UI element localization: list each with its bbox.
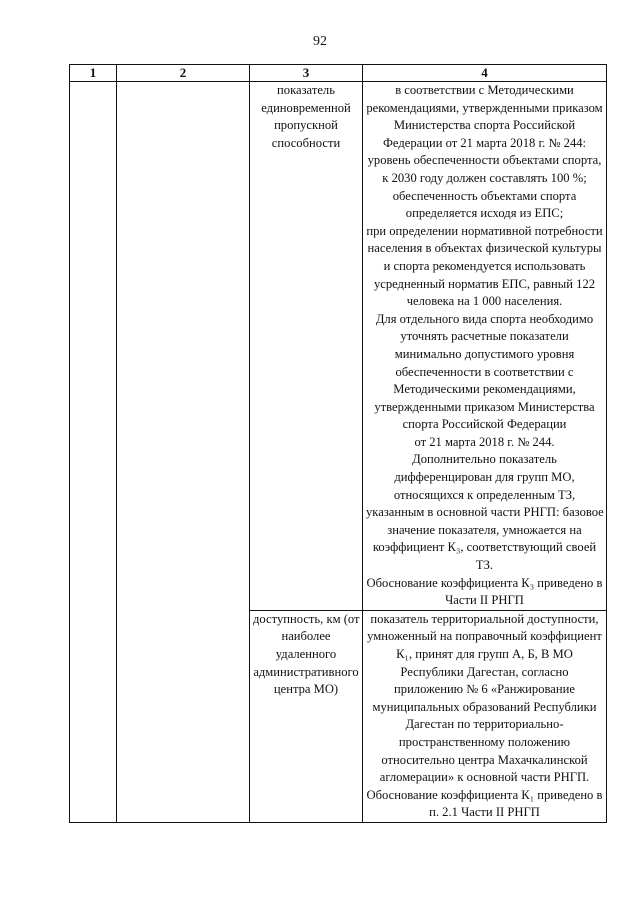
table-row [70, 82, 607, 611]
text-line: Методическими рекомендациями, [393, 382, 576, 397]
text-line: Обоснование коэффициента К₁ приведено в [366, 787, 603, 802]
text-line: дифференцирован для групп МО, [394, 470, 575, 485]
text-line: ТЗ. [475, 558, 494, 573]
header-col-3: 3 [250, 65, 363, 82]
document-table [69, 64, 607, 823]
text-line: к 2030 году должен составлять 100 %; [382, 170, 587, 185]
text-line: значение показателя, умножается на [387, 522, 582, 537]
cell-indicator-name [250, 82, 363, 611]
text-line: Обоснование коэффициента К₃ приведено в [366, 575, 603, 590]
cell-indicator-name [250, 610, 363, 822]
text-line: указанным в основной части РНГП: базовое [366, 505, 604, 520]
text-line: населения в объектах физической культуры [367, 241, 602, 256]
text-line: центра МО) [273, 682, 339, 697]
page-number: 92 [313, 34, 327, 49]
text-line: спорта Российской Федерации [402, 417, 567, 432]
text-line: Республики Дагестан, согласно [400, 664, 569, 679]
text-line: Дагестан по территориально- [405, 717, 564, 732]
text-line: при определении нормативной потребности [366, 223, 603, 238]
text-line: удаленного [275, 647, 337, 661]
cell-col-2 [117, 82, 250, 823]
text-line: обеспеченности в соответствии с [395, 364, 574, 379]
text-line: наиболее [281, 629, 331, 644]
text-line: усредненный норматив ЕПС, равный 122 [373, 276, 596, 291]
text-line: обеспеченность объектами спорта [392, 188, 577, 203]
text-line: уточнять расчетные показатели [400, 329, 569, 344]
text-line: Части II РНГП [445, 593, 524, 608]
text-line: муниципальных образований Республики [372, 699, 597, 714]
text-line: уровень обеспеченности объектами спорта, [367, 153, 602, 168]
header-col-1: 1 [70, 65, 117, 82]
text-line: Для отдельного вида спорта необходимо [375, 311, 594, 326]
table-header-row [70, 65, 607, 82]
text-line: показатель [277, 83, 335, 97]
text-line: п. 2.1 Части II РНГП [429, 805, 540, 820]
text-line: административного [253, 664, 359, 679]
cell-indicator-description [363, 82, 607, 611]
text-line: относящихся к определенным ТЗ, [393, 487, 576, 502]
text-line: приложению № 6 «Ранжирование [394, 682, 575, 697]
text-line: единовременной [261, 100, 351, 115]
text-line: пространственному положению [398, 734, 571, 749]
text-line: от 21 марта 2018 г. № 244. [414, 434, 555, 449]
text-line: минимально допустимого уровня [394, 346, 575, 361]
text-line: агломерации» к основной части РНГП. [379, 770, 590, 785]
text-line: пропускной [274, 118, 338, 133]
header-col-2: 2 [117, 65, 250, 82]
text-line: Министерства спорта Российской [393, 118, 576, 133]
text-line: Дополнительно показатель [412, 452, 557, 467]
text-line: доступность, км (от [253, 611, 360, 626]
cell-indicator-description [363, 610, 607, 822]
text-line: способности [271, 135, 341, 150]
header-col-4: 4 [363, 65, 607, 82]
text-line: и спорта рекомендуется использовать [383, 258, 586, 273]
text-line: в соответствии с Методическими [395, 83, 574, 97]
text-line: утвержденными приказом Министерства [374, 399, 595, 414]
text-line: К₁, принят для групп А, Б, В МО [396, 647, 573, 661]
text-line: умноженный на поправочный коэффициент [367, 629, 602, 644]
text-line: показатель территориальной доступности, [370, 611, 599, 626]
text-line: рекомендациями, утвержденными приказом [366, 100, 603, 115]
text-line: определяется исходя из ЕПС; [405, 206, 564, 221]
text-line: коэффициент К₃, соответствующий своей [372, 540, 597, 555]
cell-col-1 [70, 82, 117, 823]
text-line: человека на 1 000 населения. [406, 294, 563, 309]
text-line: относительно центра Махачкалинской [381, 752, 588, 767]
text-line: Федерации от 21 марта 2018 г. № 244: [382, 135, 587, 150]
